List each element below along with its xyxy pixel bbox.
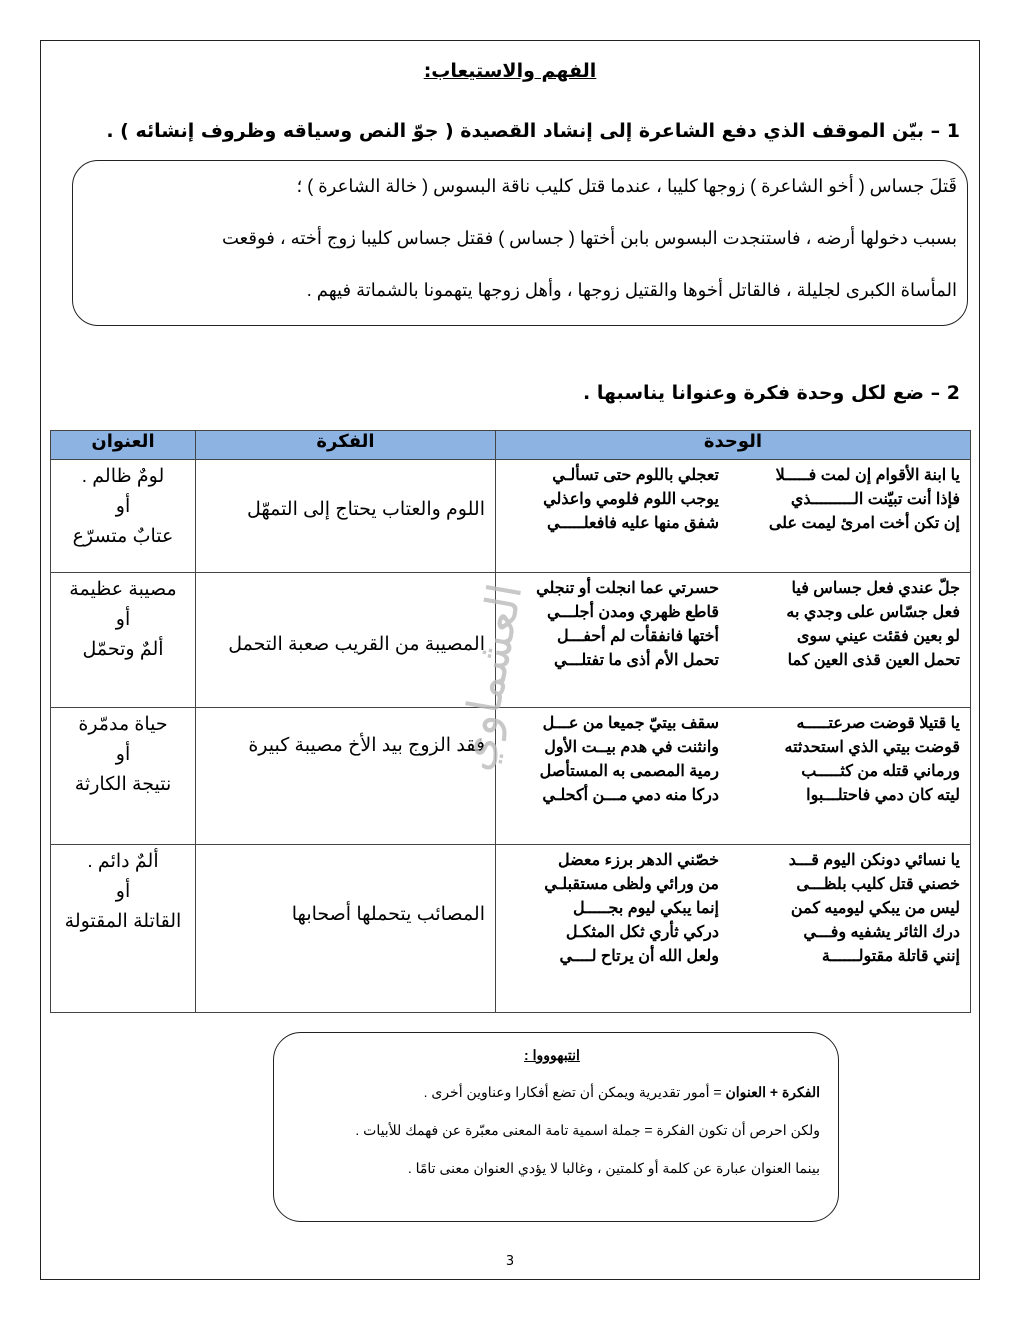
verse-hemistich: ورماني قتله من كثـــــب [801, 763, 960, 780]
verse-hemistich: فعل جسّاس على وجدي به [786, 604, 960, 621]
verse-hemistich: خصني قتل كليب بلظـــى [796, 876, 960, 893]
verse-hemistich: ليته كان دمي فاحتلـــبوا [806, 787, 960, 804]
verse-hemistich: يا نسائي دونكن اليوم قـــد [788, 852, 960, 869]
note-box [273, 1032, 839, 1222]
title-text: أو [115, 744, 131, 765]
idea-cell [196, 573, 496, 708]
header-title: العنوان [51, 431, 196, 460]
watermark: العشماوي [446, 579, 533, 775]
note-heading: انتبهوووا : [524, 1047, 580, 1063]
verses-second-half [496, 712, 719, 808]
verse-hemistich: يا قتيلا قوضت صرعتـــــه [796, 715, 960, 732]
title-text: حياة مدمّرة [78, 714, 168, 735]
title-cell [51, 845, 196, 1013]
note-line: ولكن احرص أن تكون الفكرة = جملة اسمية تامة المعنى معبّرة عن فهمك للأبيات . [355, 1122, 820, 1138]
verse-hemistich: من ورائي ولظى مستقبلـي [544, 876, 719, 893]
title-text: مصيبة عظيمة [69, 579, 177, 600]
unit-cell [496, 460, 971, 573]
units-table [50, 430, 971, 1013]
verse-hemistich: جلّ عندي فعل جساس فيا [791, 580, 960, 597]
verse-hemistich: يوجب اللوم فلومي واعذلي [543, 491, 719, 508]
unit-cell [496, 573, 971, 708]
verse-hemistich: درك الثائر يشفيه وفـــي [803, 924, 960, 941]
idea-text: المصائب يتحملها أصحابها [291, 904, 485, 925]
header-idea: الفكرة [196, 431, 496, 460]
verse-hemistich: فإذا أنت تبيّنت الـــــــــذي [790, 491, 960, 508]
title-text: لومٌ ظالم . [81, 466, 165, 487]
verse-hemistich: تعجلي باللوم حتى تسألـي [552, 467, 719, 484]
idea-text: المصيبة من القريب صعبة التحمل [228, 634, 485, 655]
idea-cell [196, 460, 496, 573]
verse-hemistich: شفق منها عليه فافعلـــــي [546, 515, 719, 532]
answer-1-box [72, 160, 968, 326]
verses-first-half [769, 464, 960, 536]
verse-hemistich: تحمل العين قذى العين كما [787, 652, 960, 669]
verse-hemistich: خصّني الدهر برزء معضل [557, 852, 719, 869]
title-text: عتابٌ متسرّع [72, 526, 174, 547]
verse-hemistich: وانثنت في هدم بيــت الأول [544, 739, 719, 756]
question-2: 2 – ضع لكل وحدة فكرة وعنوانا يناسبها . [583, 382, 960, 404]
table-row [51, 708, 971, 845]
verse-hemistich: لو بعين فقئت عيني سوى [796, 628, 960, 645]
verse-hemistich: إنني قاتلة مقتولــــــة [821, 948, 960, 965]
title-text: نتيجة الكارثة [74, 774, 172, 795]
title-cell [51, 460, 196, 573]
unit-cell [496, 708, 971, 845]
title-cell [51, 573, 196, 708]
page-number: 3 [505, 1254, 515, 1269]
title-cell [51, 708, 196, 845]
idea-cell [196, 708, 496, 845]
verses-second-half [496, 464, 719, 536]
verse-hemistich: إنما يبكي ليوم بجـــــل [572, 900, 719, 917]
verse-hemistich: إن تكن أخت امرئ ليمت على [768, 515, 960, 532]
verse-hemistich: دركا منه دمي مـــن أكحلـي [542, 787, 719, 804]
table-row [51, 460, 971, 573]
answer-line: قَتلَ جساس ( أخو الشاعرة ) زوجها كليبا ، عندما قتل كليب ناقة البسوس ( خالة الشاعرة ) ؛ [296, 176, 957, 196]
verse-hemistich: رمية المصمى به المستأصل [539, 763, 719, 780]
note-line-rest: = أمور تقديرية ويمكن أن تضع أفكارا وعناوين أخرى . [423, 1084, 722, 1100]
verse-hemistich: يا ابنة الأقوام إن لمت فـــــلا [775, 467, 960, 484]
verse-hemistich: دركي ثأري ثكل المثكـل [565, 924, 719, 941]
header-unit: الوحدة [496, 431, 971, 460]
question-1: 1 – بيّن الموقف الذي دفع الشاعرة إلى إنشاد القصيدة ( جوّ النص وسياقه وظروف إنشائه ) . [106, 120, 960, 142]
title-text: أو [115, 609, 131, 630]
section-title: الفهم والاستيعاب: [423, 60, 597, 82]
title-text: ألمٌ وتحمّل [82, 639, 164, 660]
verses-first-half [785, 712, 961, 808]
verse-hemistich: سقف بيتيّ جميعا من عـــل [542, 715, 719, 732]
table-row [51, 845, 971, 1013]
verse-hemistich: ولعل الله أن يرتاح لــــي [559, 948, 719, 965]
verses-second-half [496, 849, 719, 969]
verse-hemistich: ليس من يبكي ليوميه كمن [790, 900, 960, 917]
verse-hemistich: تحمل الأم أذى ما تفتلـــي [553, 652, 719, 669]
verse-hemistich: قوضت بيتي الذي استحدثته [784, 739, 960, 756]
note-line [284, 1084, 820, 1122]
idea-text: فقد الزوج بيد الأخ مصيبة كبيرة [248, 735, 485, 756]
verses-first-half [789, 849, 960, 969]
unit-cell [496, 845, 971, 1013]
title-text: ألمٌ دائم . [87, 851, 159, 872]
note-bold: الفكرة + العنوان [721, 1084, 820, 1100]
idea-text: اللوم والعتاب يحتاج إلى التمهّل [246, 499, 485, 520]
verses-first-half [786, 577, 960, 673]
title-text: أو [115, 881, 131, 902]
answer-line: المأساة الكبرى لجليلة ، فالقاتل أخوها والقتيل زوجها ، وأهل زوجها يتهمونا بالشماتة فيهم . [306, 280, 957, 300]
verse-hemistich: قاطع ظهري ومدن أجلـــي [546, 604, 719, 621]
verse-hemistich: حسرتي عما انجلت أو تنجلي [536, 580, 719, 597]
idea-cell [196, 845, 496, 1013]
note-line: بينما العنوان عبارة عن كلمة أو كلمتين ، وغالبا لا يؤدي العنوان معنى تامًا . [407, 1160, 820, 1176]
answer-line: بسبب دخولها أرضه ، فاستنجدت البسوس بابن أختها ( جساس ) فقتل جساس كليبا زوج أخته ، فوقعت [222, 228, 957, 248]
title-text: أو [115, 496, 131, 517]
verse-hemistich: أختها فانفقأت لم أحفـــل [557, 628, 719, 645]
title-text: القاتلة المقتولة [64, 911, 182, 932]
